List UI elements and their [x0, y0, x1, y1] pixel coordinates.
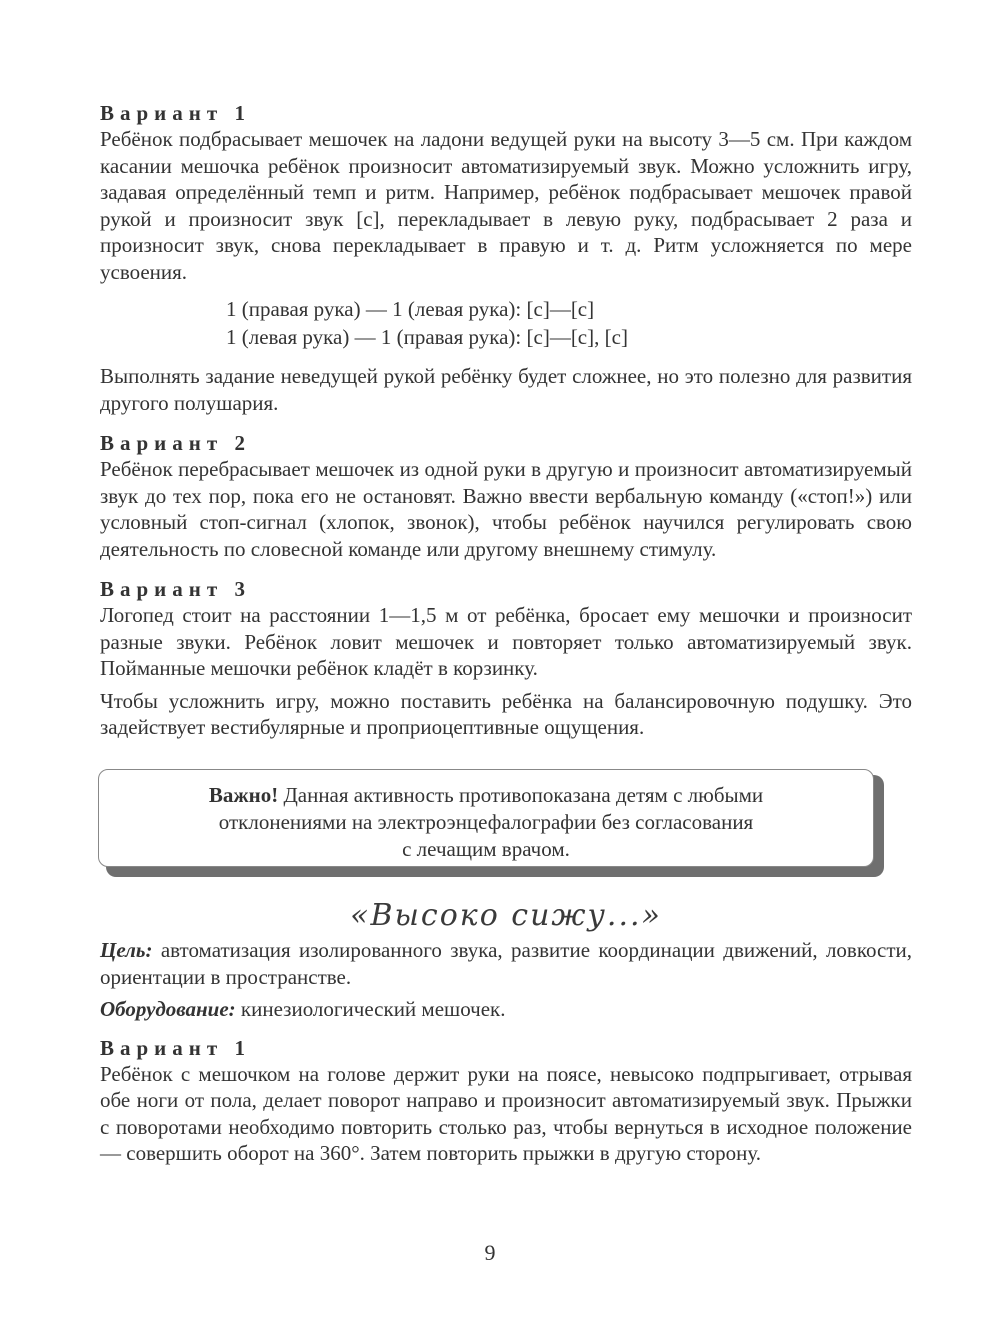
equipment-text: Оборудование: кинезиологический мешочек.	[100, 997, 506, 1021]
formula-line-2: 1 (левая рука) — 1 (правая рука): [с]—[с], [с]	[226, 325, 628, 349]
note-line-3: с лечащим врачом.	[402, 836, 570, 861]
goal-label: Цель:	[100, 938, 153, 962]
formula-line-1: 1 (правая рука) — 1 (левая рука): [с]—[с]	[226, 297, 595, 321]
variant-1-heading: Вариант 1	[100, 101, 251, 125]
variant-1-after-text: Выполнять задание неведущей рукой ребёнку будет сложнее, но это полезно для развития другого полушария.	[100, 364, 912, 415]
important-note	[98, 769, 886, 877]
equipment-label: Оборудование:	[100, 997, 236, 1021]
variant-1-text: Ребёнок подбрасывает мешочек на ладони ведущей руки на высоту 3—5 см. При каждом касании мешочка ребёнок произносит автоматизируемый звук. Можно усложнить игру, задавая определённый темп и ритм. Например, ребёнок подбрасывает мешочек правой рукой и произносит звук [с], перекладывает в левую руку, подбрасывает 2 раза и произносит звук, снова перекладывает в правую и т. д. Ритм усложняется по мере усвоения.	[100, 127, 912, 284]
page-number: 9	[484, 1240, 496, 1265]
variant-2-heading: Вариант 2	[100, 431, 251, 455]
note-bold: Важно!	[208, 782, 279, 807]
game-variant-1-heading: Вариант 1	[100, 1035, 251, 1060]
goal-text: Цель: автоматизация изолированного звука, развитие координации движений, ловкости, ориентации в пространстве.	[100, 938, 912, 989]
page-content	[100, 100, 912, 1167]
note-box	[98, 769, 874, 867]
note-line-2: отклонениями на электроэнцефалографии без согласования	[218, 809, 754, 834]
variant-3-text: Логопед стоит на расстоянии 1—1,5 м от ребёнка, бросает ему мешочки и произносит разные звуки. Ребёнок ловит мешочек и повторяет только автоматизируемый звук. Пойманные мешочки ребёнок кладёт в корзинку.	[100, 603, 912, 680]
variant-3-heading: Вариант 3	[100, 577, 251, 601]
variant-3-text-2: Чтобы усложнить игру, можно поставить ребёнка на балансировочную подушку. Это задействует вестибулярные и проприоцептивные ощущения.	[100, 688, 912, 739]
rhythm-formula	[226, 295, 912, 351]
variant-2-text: Ребёнок перебрасывает мешочек из одной руки в другую и произносит автоматизируемый звук до тех пор, пока его не остановят. Важно ввести вербальную команду («стоп!») или условный стоп-сигнал (хлопок, звонок), чтобы ребёнок научился регулировать свою деятельность по словесной команде или другому внешнему стимулу.	[100, 457, 912, 561]
note-line-1: Важно! Данная активность противопоказана детям с любыми	[208, 782, 764, 807]
game-variant-1-text: Ребёнок с мешочком на голове держит руки на поясе, невысоко подпрыгивает, отрывая обе ноги от пола, делает поворот направо и произносит автоматизируемый звук. Прыжки с поворотами необходимо повторить столько раз, чтобы вернуться в исходное положение — совершить оборот на 360°. Затем повторить прыжки в другую сторону.	[100, 1061, 912, 1165]
game-title: «Высоко сижу...»	[350, 897, 662, 933]
